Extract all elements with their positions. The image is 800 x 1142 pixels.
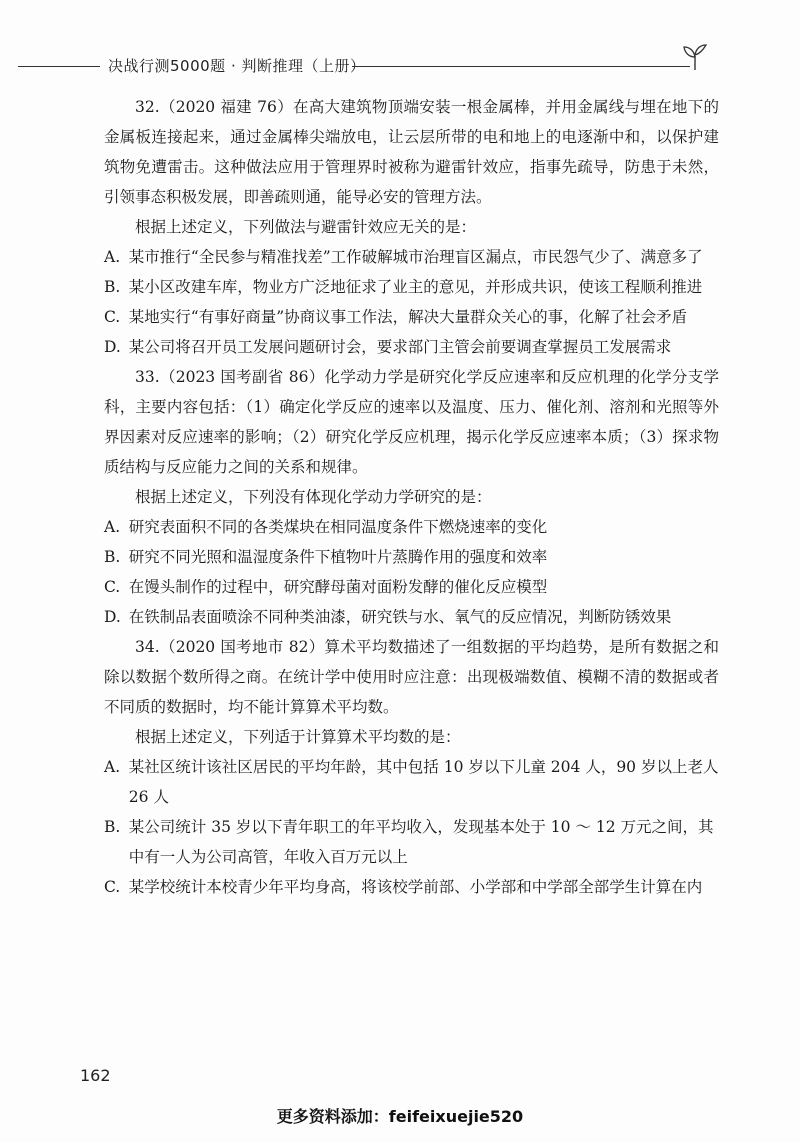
page-number: 162 [80,1066,111,1085]
option-b [104,272,719,302]
option-letter: C. [104,578,121,596]
option-c [104,872,719,902]
option-text: 在铁制品表面喷涂不同种类油漆，研究铁与水、氧气的反应情况，判断防锈效果 [128,608,672,626]
header-rule-left [18,66,100,67]
option-c [104,302,719,332]
book-title: 决战行测5000题 · 判断推理（上册） [108,57,366,75]
option-d [104,602,719,632]
question-block [104,632,719,902]
option-text: 研究表面积不同的各类煤块在相同温度条件下燃烧速率的变化 [128,518,548,536]
option-letter: D. [104,338,121,356]
option-d [104,332,719,362]
option-letter: A. [104,518,121,536]
option-letter: B. [104,818,121,836]
option-letter: B. [104,548,121,566]
option-text: 某地实行“有事好商量”协商议事工作法，解决大量群众关心的事，化解了社会矛盾 [128,308,688,326]
question-stem: 34.（2020 国考地市 82）算术平均数描述了一组数据的平均趋势，是所有数据之和除以数据个数所得之商。在统计学中使用时应注意：出现极端数值、模糊不清的数据或者不同质的数据时，均不能计算算术平均数。 [104,638,719,716]
option-letter: A. [104,248,121,266]
option-letter: B. [104,278,121,296]
question-prompt: 根据上述定义，下列没有体现化学动力学研究的是： [135,488,492,506]
option-text: 某社区统计该社区居民的平均年龄，其中包括 10 岁以下儿童 204 人，90 岁以上老人 26 人 [128,758,719,806]
question-block [104,362,719,632]
option-letter: C. [104,878,121,896]
option-text: 某市推行“全民参与精准找差”工作破解城市治理盲区漏点，市民怨气少了、满意多了 [128,248,703,266]
option-letter: D. [104,608,121,626]
footer-note: 更多资料添加：feifeixuejie520 [276,1107,524,1126]
question-prompt: 根据上述定义，下列做法与避雷针效应无关的是： [135,218,477,236]
question-stem: 32.（2020 福建 76）在高大建筑物顶端安装一根金属棒，并用金属线与埋在地下的金属板连接起来，通过金属棒尖端放电，让云层所带的电和地上的电逐渐中和，以保护建筑物免遭雷击。这种做法应用于管理界时被称为避雷针效应，指事先疏导，防患于未然，引领事态积极发展，即善疏则通，能导必安的管理方法。 [104,98,719,206]
option-text: 某学校统计本校青少年平均身高，将该校学前部、小学部和中学部全部学生计算在内 [128,878,703,896]
option-c [104,572,719,602]
question-prompt: 根据上述定义，下列适于计算算术平均数的是： [135,728,461,746]
option-text: 某公司统计 35 岁以下青年职工的年平均收入，发现基本处于 10 ～ 12 万元之间，其中有一人为公司高管，年收入百万元以上 [128,818,714,866]
question-stem: 33.（2023 国考副省 86）化学动力学是研究化学反应速率和反应机理的化学分支学科，主要内容包括：（1）确定化学反应的速率以及温度、压力、催化剂、溶剂和光照等外界因素对反应速率的影响；（2）研究化学反应机理，揭示化学反应速率本质；（3）探求物质结构与反应能力之间的关系和规律。 [104,368,719,476]
header-rule-right [352,66,690,67]
option-letter: A. [104,758,121,776]
question-block [104,92,719,362]
option-a [104,512,719,542]
option-text: 研究不同光照和温湿度条件下植物叶片蒸腾作用的强度和效率 [128,548,548,566]
option-text: 在馒头制作的过程中，研究酵母菌对面粉发酵的催化反应模型 [128,578,548,596]
option-text: 某公司将召开员工发展问题研讨会，要求部门主管会前要调查掌握员工发展需求 [128,338,672,356]
running-header [0,38,800,88]
option-a [104,242,719,272]
page-body [104,92,719,902]
option-text: 某小区改建车库，物业方广泛地征求了业主的意见，并形成共识，使该工程顺利推进 [128,278,703,296]
option-a [104,752,719,812]
option-b [104,812,719,872]
option-letter: C. [104,308,121,326]
sprout-icon [680,42,710,72]
option-b [104,542,719,572]
